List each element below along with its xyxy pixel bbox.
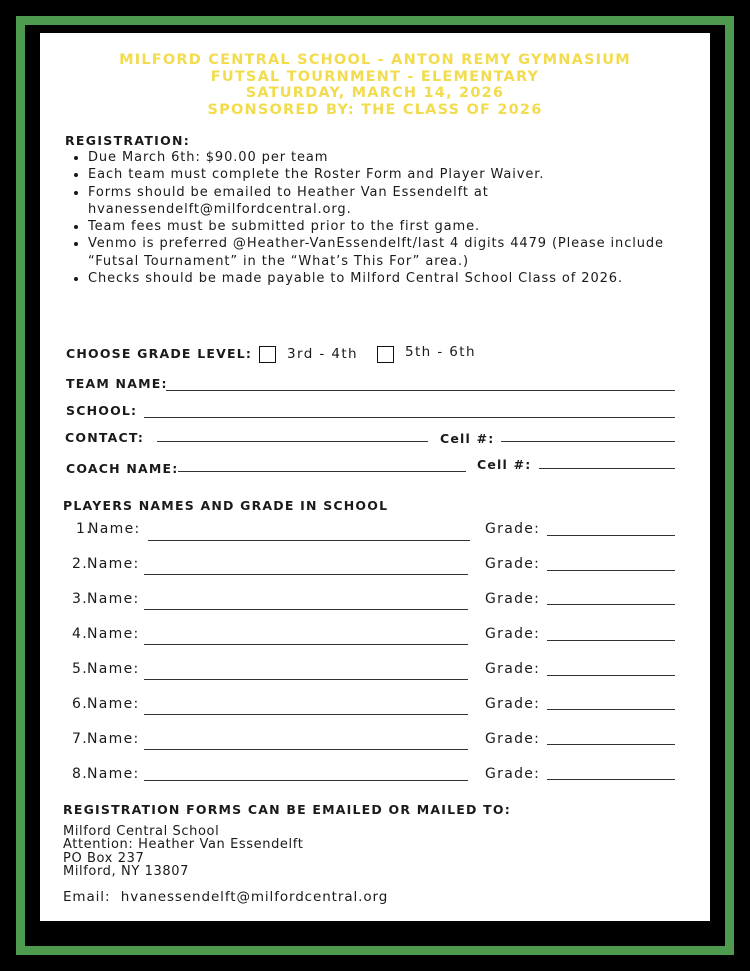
address-line: Attention: Heather Van Essendelft bbox=[63, 837, 304, 853]
address-line: Milford, NY 13807 bbox=[63, 863, 189, 879]
list-item: • Venmo is preferred @Heather-VanEssendelft/last 4 digits 4479 (Please include “Futsal Tournament” in the “What’s This For” area.) bbox=[88, 235, 703, 270]
list-item: • Checks should be made payable to Milford Central School Class of 2026. bbox=[88, 270, 703, 287]
grade-3-4-checkbox[interactable] bbox=[259, 346, 276, 363]
player-grade-label: Grade: bbox=[485, 591, 541, 607]
coach-cell-label: Cell #: bbox=[477, 457, 532, 472]
header-line: SPONSORED BY: THE CLASS OF 2026 bbox=[207, 101, 543, 118]
player-grade-field[interactable] bbox=[547, 535, 675, 536]
player-number: 7. bbox=[72, 731, 88, 747]
player-grade-field[interactable] bbox=[547, 570, 675, 571]
player-grade-label: Grade: bbox=[485, 626, 541, 642]
list-item: • Forms should be emailed to Heather Van Essendelft at hvanessendelft@milfordcentral.org. bbox=[88, 184, 703, 219]
list-item: • Due March 6th: $90.00 per team bbox=[88, 149, 703, 166]
list-item: • Each team must complete the Roster Form and Player Waiver. bbox=[88, 166, 703, 183]
mailing-address bbox=[63, 825, 303, 878]
address-line: PO Box 237 bbox=[63, 850, 145, 866]
header-line: MILFORD CENTRAL SCHOOL - ANTON REMY GYMNASIUM bbox=[119, 52, 631, 68]
player-number: 3. bbox=[72, 591, 88, 607]
player-grade-field[interactable] bbox=[547, 709, 675, 710]
player-number: 8. bbox=[72, 766, 88, 782]
player-grade-field[interactable] bbox=[547, 604, 675, 605]
coach-name-label: COACH NAME: bbox=[66, 461, 179, 476]
player-grade-label: Grade: bbox=[485, 661, 541, 677]
player-name-field[interactable] bbox=[144, 780, 468, 781]
player-number: 4. bbox=[72, 626, 88, 642]
player-name-field[interactable] bbox=[144, 679, 468, 680]
player-grade-label: Grade: bbox=[485, 556, 541, 572]
school-label: SCHOOL: bbox=[66, 403, 138, 418]
player-number: 2. bbox=[72, 556, 88, 572]
player-number: 1. bbox=[76, 521, 92, 537]
team-name-field[interactable] bbox=[166, 390, 675, 391]
player-name-field[interactable] bbox=[144, 714, 468, 715]
coach-cell-field[interactable] bbox=[539, 468, 675, 469]
header bbox=[40, 52, 710, 118]
player-name-label: Name: bbox=[87, 696, 140, 712]
player-name-field[interactable] bbox=[148, 540, 470, 541]
contact-cell-field[interactable] bbox=[501, 441, 675, 442]
mailing-title: REGISTRATION FORMS CAN BE EMAILED OR MAILED TO: bbox=[63, 802, 511, 817]
player-name-label: Name: bbox=[87, 766, 140, 782]
header-line: FUTSAL TOURNMENT - ELEMENTARY bbox=[210, 68, 540, 85]
player-grade-field[interactable] bbox=[547, 744, 675, 745]
contact-label: CONTACT: bbox=[65, 430, 145, 445]
player-grade-label: Grade: bbox=[485, 521, 541, 537]
address-line: Milford Central School bbox=[63, 824, 220, 839]
players-title: PLAYERS NAMES AND GRADE IN SCHOOL bbox=[63, 498, 389, 513]
registration-list bbox=[68, 149, 703, 287]
player-name-field[interactable] bbox=[144, 574, 468, 575]
player-grade-field[interactable] bbox=[547, 675, 675, 676]
player-name-field[interactable] bbox=[144, 644, 468, 645]
grade-5-6-checkbox[interactable] bbox=[377, 346, 394, 363]
email-link[interactable]: hvanessendelft@milfordcentral.org bbox=[120, 889, 389, 905]
player-grade-label: Grade: bbox=[485, 696, 541, 712]
player-name-label: Name: bbox=[87, 731, 140, 747]
contact-cell-label: Cell #: bbox=[440, 431, 495, 446]
player-name-label: Name: bbox=[87, 556, 140, 572]
player-name-label: Name: bbox=[88, 521, 141, 537]
coach-name-field[interactable] bbox=[178, 471, 466, 472]
player-grade-label: Grade: bbox=[485, 731, 541, 747]
form-page bbox=[40, 33, 710, 921]
registration-title: REGISTRATION: bbox=[65, 133, 191, 148]
player-name-field[interactable] bbox=[144, 749, 468, 750]
player-name-field[interactable] bbox=[144, 609, 468, 610]
player-name-label: Name: bbox=[87, 661, 140, 677]
list-item: • Team fees must be submitted prior to the first game. bbox=[88, 218, 703, 235]
contact-field[interactable] bbox=[157, 441, 428, 442]
player-grade-field[interactable] bbox=[547, 779, 675, 780]
header-line: SATURDAY, MARCH 14, 2026 bbox=[245, 85, 505, 101]
grade-5-6-label: 5th - 6th bbox=[405, 344, 476, 360]
email-label: Email: bbox=[63, 889, 111, 905]
grade-3-4-label: 3rd - 4th bbox=[287, 346, 358, 362]
player-grade-label: Grade: bbox=[485, 766, 541, 782]
school-field[interactable] bbox=[144, 417, 675, 418]
player-name-label: Name: bbox=[87, 626, 140, 642]
player-name-label: Name: bbox=[87, 591, 140, 607]
player-number: 5. bbox=[72, 661, 88, 677]
grade-level-label: CHOOSE GRADE LEVEL: bbox=[66, 346, 253, 361]
email-line bbox=[63, 889, 388, 905]
player-grade-field[interactable] bbox=[547, 640, 675, 641]
player-number: 6. bbox=[72, 696, 88, 712]
team-name-label: TEAM NAME: bbox=[66, 376, 168, 391]
